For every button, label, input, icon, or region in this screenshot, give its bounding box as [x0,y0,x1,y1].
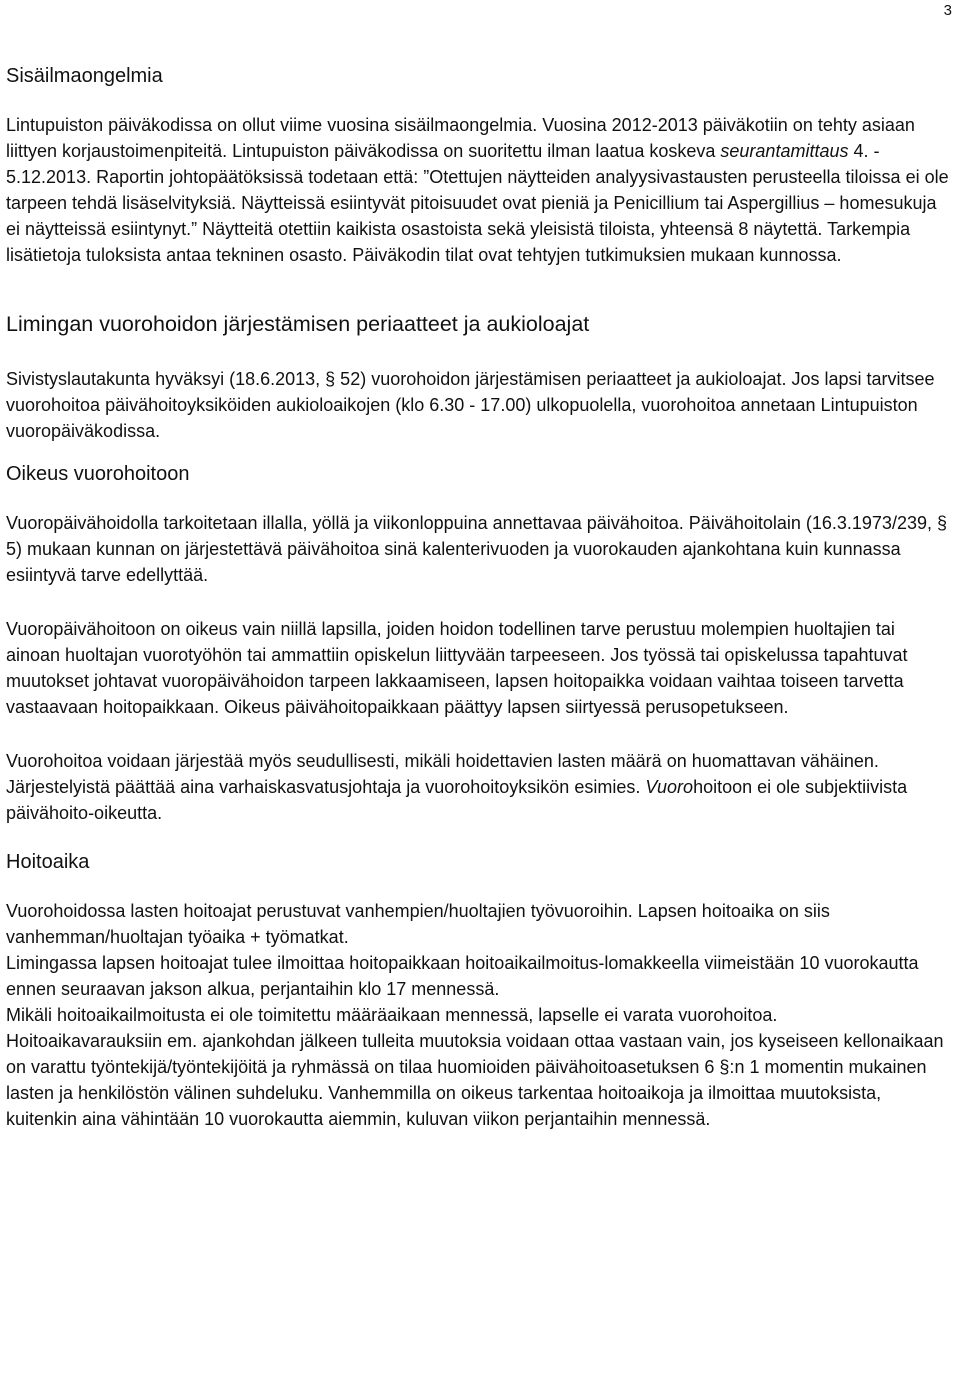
paragraph-text: 4. - 5.12.2013. Raportin johtopäätöksissä todetaan että: ”Otettujen näytteiden analyysivastausten perusteella tiloissa ei ole tarpeen tehdä lisäselvityksiä. Näytteissä esiintyvät pitoisuudet ovat pieniä ja Penicillium tai Aspergillius – homesukuja ei näytteissä esiintynyt.” Näytteitä otettiin kaikista osastoista sekä yleisistä tiloista, yhteensä 8 näytettä. Tarkempia lisätietoja tuloksista antaa tekninen osasto. Päiväkodin tilat ovat tehtyjen tutkimuksien mukaan kunnossa. [6,141,949,265]
paragraph-care-time-3: Mikäli hoitoaikailmoitusta ei ole toimitettu määräaikaan mennessä, lapselle ei varata vuorohoitoa. [6,1005,778,1025]
page-number: 3 [943,2,952,19]
document-body [6,62,951,1132]
paragraph-text: Vuorohoitoa voidaan järjestää myös seudullisesti, mikäli hoidettavien lasten määrä on huomattavan vähäinen. Järjestelyistä päättää aina varhaiskasvatusjohtaja ja vuorohoitoyksikön esimies. [6,751,879,797]
paragraph-text: Lintupuiston päiväkodissa on ollut viime vuosina sisäilmaongelmia. Vuosina 2012-2013 päiväkotiin on tehty asiaan liittyen korjaustoimenpiteitä. Lintupuiston päiväkodissa on suoritettu ilman laatua koskeva [6,115,915,161]
paragraph-right-to-care-3 [6,748,951,826]
paragraph-emphasis: seurantamittaus [720,141,849,161]
paragraph-right-to-care-1: Vuoropäivähoidolla tarkoitetaan illalla, yöllä ja viikonloppuina annettavaa päivähoitoa. Päivähoitolain (16.3.1973/239, § 5) mukaan kunnan on järjestettävä päivähoitoa sinä kalenterivuoden ja vuorokauden ajankohtana kuin kunnassa esiintyvä tarve edellyttää. [6,513,947,585]
paragraph-care-time-4: Hoitoaikavarauksiin em. ajankohdan jälkeen tulleita muutoksia voidaan ottaa vastaan vain, jos kyseiseen kellonaikaan on varattu työntekijä/työntekijöitä ja ryhmässä on tilaa huomioiden päivähoitoasetuksen 6 §:n 1 momentin mukainen lasten ja henkilöstön välinen suhdeluku. Vanhemmilla on oikeus tarkentaa hoitoaikoja ja ilmoittaa muutoksista, kuitenkin aina vähintään 10 vuorokautta aiemmin, kuluvan viikon perjantaihin mennessä. [6,1031,944,1129]
section-heading-shift-care: Limingan vuorohoidon järjestämisen periaatteet ja aukioloajat [6,312,590,336]
section-heading-care-time: Hoitoaika [6,851,90,873]
section-heading-right-to-care: Oikeus vuorohoitoon [6,463,190,485]
paragraph-indoor-air [6,112,951,268]
paragraph-shift-care: Sivistyslautakunta hyväksyi (18.6.2013, § 52) vuorohoidon järjestämisen periaatteet ja aukioloajat. Jos lapsi tarvitsee vuorohoitoa päivähoitoyksiköiden aukioloaikojen (klo 6.30 - 17.00) ulkopuolella, vuorohoitoa annetaan Lintupuiston vuoropäiväkodissa. [6,369,935,441]
paragraph-text: hoitoon ei ole subjektiivista päivähoito-oikeutta. [6,777,908,823]
paragraph-right-to-care-2: Vuoropäivähoitoon on oikeus vain niillä lapsilla, joiden hoidon todellinen tarve perustuu molempien huoltajien tai ainoan huoltajan vuorotyöhön tai ammattiin opiskelun liittyvään tarpeeseen. Jos työssä tai opiskelussa tapahtuvat muutokset johtavat vuoropäivähoidon tarpeen lakkaamiseen, lapsen hoitopaikka voidaan vaihtaa toiseen tarvetta vastaavaan hoitopaikkaan. Oikeus päivähoitopaikkaan päättyy lapsen siirtyessä perusopetukseen. [6,619,908,717]
paragraph-emphasis: Vuoro [645,777,694,797]
section-heading-indoor-air: Sisäilmaongelmia [6,65,163,87]
paragraph-care-time-2: Limingassa lapsen hoitoajat tulee ilmoittaa hoitopaikkaan hoitoaikailmoitus-lomakkeella viimeistään 10 vuorokautta ennen seuraavan jakson alkua, perjantaihin klo 17 mennessä. [6,953,919,999]
paragraph-care-time-1: Vuorohoidossa lasten hoitoajat perustuvat vanhempien/huoltajien työvuoroihin. Lapsen hoitoaika on siis vanhemman/huoltajan työaika + työmatkat. [6,901,830,947]
